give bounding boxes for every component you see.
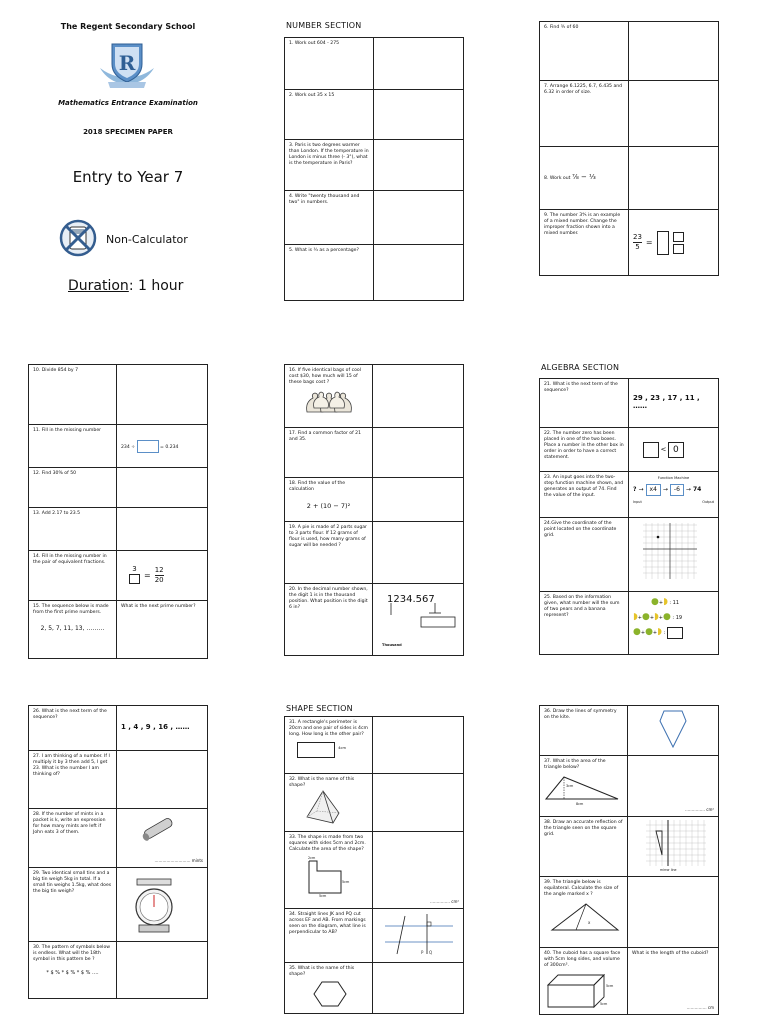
fraction-right-den: 20 xyxy=(154,576,164,584)
fruit-value-1: : 11 xyxy=(669,600,680,606)
q23-input: ? xyxy=(633,486,637,493)
answer-box-35[interactable] xyxy=(373,963,464,1014)
rectangle-shape xyxy=(297,742,346,758)
question-15 xyxy=(29,601,117,659)
prime-sequence: 2, 5, 7, 11, 13, ……… xyxy=(40,625,105,632)
symbol-pattern: * $ % * $ % * $ % …. xyxy=(46,970,99,976)
answer-box-12[interactable] xyxy=(117,468,208,508)
whole-box[interactable] xyxy=(657,231,669,255)
question-17: 17. Find a common factor of 21 and 35. xyxy=(285,428,373,478)
answer-box-33 xyxy=(373,832,464,909)
q40-answer-line[interactable]: …………… cm xyxy=(686,1005,714,1010)
equals-sign: = xyxy=(645,237,653,247)
answer-box-2[interactable] xyxy=(374,90,464,140)
rectangle-side-label: 4cm xyxy=(338,746,346,750)
question-26: 26. What is the next term of the sequence? xyxy=(29,706,117,751)
paper-title: 2018 SPECIMEN PAPER xyxy=(83,128,173,136)
question-37 xyxy=(540,756,628,817)
question-19: 19. A pie is made of 2 parts sugar to 3 parts flour. If 12 grams of flour is used, how many grams of sugar will be needed ? xyxy=(285,522,373,584)
fraction-numerator: 23 xyxy=(633,233,642,241)
svg-text:Q: Q xyxy=(429,950,433,955)
answer-box-34 xyxy=(373,909,464,963)
function-machine xyxy=(633,484,714,496)
question-15-text: 15. The sequence below is made from the first prime numbers. xyxy=(33,604,109,615)
fraction-left xyxy=(129,565,140,587)
banana-icon: ◗ xyxy=(657,627,662,637)
shape-table-2 xyxy=(539,705,719,1015)
input-label: Input xyxy=(633,500,642,504)
arrow-icon: → xyxy=(662,486,668,493)
answer-box-18[interactable] xyxy=(373,478,464,522)
fraction-right-num: 12 xyxy=(154,566,164,574)
svg-text:x: x xyxy=(588,920,591,925)
answer-box-13[interactable] xyxy=(117,508,208,551)
algebra-section-title: ALGEBRA SECTION xyxy=(541,363,620,372)
question-40 xyxy=(540,948,628,1015)
number-table-4 xyxy=(284,364,464,656)
question-13: 13. Add 2.17 to 23.5 xyxy=(29,508,117,551)
school-logo xyxy=(96,38,158,90)
exam-title: Mathematics Entrance Examination xyxy=(58,99,198,107)
question-33 xyxy=(285,832,373,909)
fruit-row-3: ●+●+◗ : xyxy=(633,625,714,640)
place-value-pointers xyxy=(383,603,463,629)
missing-denominator-box[interactable] xyxy=(129,574,140,584)
mirror-line-label: mirror line xyxy=(660,868,677,872)
number-table-3 xyxy=(28,364,208,659)
triangle-drawing xyxy=(544,773,624,803)
question-1: 1. Work out 604 - 275 xyxy=(285,38,374,90)
question-40-ask: What is the length of the cuboid? xyxy=(632,951,709,956)
answer-box-36[interactable] xyxy=(628,706,719,756)
number-table-1 xyxy=(284,37,464,301)
reflection-grid xyxy=(646,820,706,872)
answer-box-1[interactable] xyxy=(374,38,464,90)
dim-5cm-side: 5cm xyxy=(342,880,350,884)
answer-box-10[interactable] xyxy=(117,365,208,425)
question-16 xyxy=(285,365,373,428)
question-33-text: 33. The shape is made from two squares with sides 5cm and 2cm. Calculate the area of the shape? xyxy=(289,835,366,852)
answer-box-14 xyxy=(117,551,208,601)
answer-box-6[interactable] xyxy=(629,22,719,81)
question-3: 3. Paris is two degrees warmer than London. If the temperature in London is minus three (- 3°), what is the temperature in Paris? xyxy=(285,140,374,191)
question-10: 10. Divide 854 by 7 xyxy=(29,365,117,425)
question-39 xyxy=(540,877,628,948)
answer-box-32[interactable] xyxy=(373,774,464,832)
q28-answer-line[interactable]: ……………………… mints xyxy=(154,858,203,863)
answer-box-40 xyxy=(628,948,719,1015)
question-6: 6. Find ⅗ of 60 xyxy=(540,22,629,81)
fruit-equations xyxy=(633,595,714,640)
pear-icon: ● xyxy=(651,597,659,607)
triangle-area-diagram xyxy=(544,773,624,807)
answer-box-22 xyxy=(629,428,719,472)
triangle-height: 3cm xyxy=(566,784,574,788)
fraction-right xyxy=(155,566,164,585)
pyramid-shape xyxy=(303,789,343,825)
composite-shape xyxy=(297,855,357,897)
answer-box-3[interactable] xyxy=(374,140,464,191)
banana-icon: ◗ xyxy=(633,612,638,622)
answer-box-26 xyxy=(117,706,208,751)
answer-box-16[interactable] xyxy=(373,365,464,428)
equivalent-fractions xyxy=(129,565,203,587)
answer-box-21 xyxy=(629,379,719,428)
output-label: Output xyxy=(702,500,714,504)
question-15-ask: What is the next prime number? xyxy=(121,604,196,609)
question-18-text: 18. Find the value of the calculation xyxy=(289,481,346,492)
q21-sequence: 29 , 23 , 17 , 11 , …… xyxy=(633,394,700,410)
question-28: 28. If the number of mints in a packet is k, write an expression for how many mints are left if John eats 3 of them. xyxy=(29,809,117,868)
logo-letter: R xyxy=(118,51,136,75)
algebra-table-2 xyxy=(28,705,208,999)
q37-answer-line[interactable]: …………… cm² xyxy=(685,807,714,812)
question-29: 29. Two identical small tins and a big tin weigh 5kg in total. If a small tin weighs 1.5kg, what does the big tin weigh? xyxy=(29,868,117,942)
equilateral-triangle xyxy=(548,902,622,934)
answer-box-4[interactable] xyxy=(374,191,464,245)
kite-shape xyxy=(658,709,688,749)
number-section-title: NUMBER SECTION xyxy=(286,21,362,30)
pear-icon: ● xyxy=(641,612,650,622)
question-16-text: 16. If five identical bags of cool cost $30, how much will 15 of these bags cost ? xyxy=(289,368,361,385)
question-8 xyxy=(540,147,629,210)
function-machine-labels xyxy=(633,499,714,505)
answer-box-15 xyxy=(117,601,208,659)
q22-sign: < xyxy=(660,445,667,453)
answer-box-5[interactable] xyxy=(374,245,464,301)
question-20: 20. In the decimal number shown, the digit 1 is in the thousand position. What position is the digit 6 in? xyxy=(285,584,373,656)
answer-box-25 xyxy=(629,592,719,655)
fraction-denominator: 5 xyxy=(633,242,642,252)
answer-box-37 xyxy=(628,756,719,817)
pear-icon: ● xyxy=(633,627,641,637)
q22-empty-box[interactable] xyxy=(643,442,659,458)
q11-right: = 0.234 xyxy=(160,444,179,450)
school-name: The Regent Secondary School xyxy=(60,22,196,31)
question-9: 9. The number 3⅘ is an example of a mixed number. Change the improper fraction shown into a mixed number. xyxy=(540,210,629,276)
question-35-text: 35. What is the name of this shape? xyxy=(289,966,355,977)
improper-fraction xyxy=(633,233,642,252)
pear-icon: ● xyxy=(662,612,671,622)
coal-bags-image xyxy=(303,388,363,414)
question-39-text: 39. The triangle below is equilateral. Calculate the size of the angle marked x ? xyxy=(544,880,619,897)
grid-point xyxy=(657,536,660,539)
question-4: 4. Write "twenty thousand and two" in numbers. xyxy=(285,191,374,245)
cuboid-dim-2: 5cm xyxy=(600,1002,608,1006)
cuboid-diagram xyxy=(544,971,624,1011)
q23-op2: -6 xyxy=(670,484,684,496)
question-7: 7. Arrange 6.1225, 6.7, 6.435 and 6.32 in order of size. xyxy=(540,81,629,147)
answer-box-20 xyxy=(373,584,464,656)
answer-box-30[interactable] xyxy=(117,942,208,999)
numerator-box[interactable] xyxy=(673,232,684,242)
weighing-scale-image xyxy=(131,875,177,935)
question-18 xyxy=(285,478,373,522)
thousand-label: Thousand xyxy=(382,643,402,647)
lines-diagram xyxy=(383,912,455,956)
fraction-boxes xyxy=(673,232,684,254)
dim-5cm-base: 5cm xyxy=(319,894,327,898)
shape-table xyxy=(284,716,464,1014)
dim-2cm: 2cm xyxy=(308,856,316,860)
question-12: 12. Find 30% of 50 xyxy=(29,468,117,508)
denominator-box[interactable] xyxy=(673,244,684,254)
entry-title: Entry to Year 7 xyxy=(72,168,184,186)
question-38: 38. Draw an accurate reflection of the triangle seen on the square grid. xyxy=(540,817,628,877)
fruit-value-2: : 19 xyxy=(672,615,683,621)
answer-box-9[interactable] xyxy=(629,210,719,276)
question-37-text: 37. What is the area of the triangle below? xyxy=(544,759,606,770)
question-25: 25. Based on the information given, what number will the sum of two pears and a banana represent? xyxy=(540,592,629,655)
q22-zero-box: 0 xyxy=(668,442,684,458)
answer-box-19[interactable] xyxy=(373,522,464,584)
question-40-text: 40. The cuboid has a square face with 5cm long sides, and volume of 300cm³. xyxy=(544,951,621,968)
answer-box-28 xyxy=(117,809,208,868)
triangle-base: 8cm xyxy=(576,802,584,806)
question-31 xyxy=(285,717,373,774)
q11-missing-box[interactable] xyxy=(137,440,159,453)
question-5: 5. What is ¾ as a percentage? xyxy=(285,245,374,301)
fruit-value-3: : xyxy=(663,630,666,636)
question-11: 11. Fill in the missing number xyxy=(29,425,117,468)
answer-box-27[interactable] xyxy=(117,751,208,809)
question-21: 21. What is the next term of the sequence? xyxy=(540,379,629,428)
question-24: 24.Give the coordinate of the point located on the coordinate grid. xyxy=(540,518,629,592)
no-calculator-icon xyxy=(58,218,98,258)
question-22: 22. The number zero has been placed in one of the two boxes. Place a number in the other box in order in order to have a correct statement. xyxy=(540,428,629,472)
arrow-icon: → xyxy=(638,486,644,493)
answer-box-17[interactable] xyxy=(373,428,464,478)
decimal-number: 1234.567 xyxy=(387,594,435,605)
answer-box-23 xyxy=(629,472,719,518)
equals-sign: = xyxy=(144,570,151,580)
q26-sequence: 1 , 4 , 9 , 16 , …… xyxy=(121,723,190,731)
answer-box-39[interactable] xyxy=(628,877,719,948)
question-34: 34. Straight lines JK and PQ cut across EF and AB. From markings seen on the diagram, what line is perpendicular to AB? xyxy=(285,909,373,963)
mixed-number-task xyxy=(633,231,714,255)
question-8-expression: ⅞ − ⅓ xyxy=(571,173,596,181)
duration-value: : 1 hour xyxy=(128,278,184,294)
pear-icon: ● xyxy=(645,627,653,637)
question-36: 36. Draw the lines of symmetry on the kite. xyxy=(540,706,628,756)
question-30 xyxy=(29,942,117,999)
function-machine-title: Function Machine xyxy=(657,476,690,480)
question-31-text: 31. A rectangle's perimeter is 20cm and one pair of sides is 4cm long. How long is the other pair? xyxy=(289,720,368,737)
reflection-grid-drawing xyxy=(646,820,706,866)
number-table-2 xyxy=(539,21,719,276)
answer-box-31[interactable] xyxy=(373,717,464,774)
calculator-label: Non-Calculator xyxy=(106,233,188,246)
answer-box-7[interactable] xyxy=(629,81,719,147)
question-32 xyxy=(285,774,373,832)
duration-label: Duration xyxy=(68,278,129,294)
question-35 xyxy=(285,963,373,1014)
duration xyxy=(68,278,183,294)
fraction-left-num: 3 xyxy=(132,564,137,573)
calculation-expression: 2 + (10 − 7)² xyxy=(306,502,351,510)
q11-left: 234 ÷ xyxy=(121,444,136,450)
answer-box-38[interactable] xyxy=(628,817,719,877)
question-23: 23. An input goes into the two-step function machine shown, and generates an output of 74. Find the value of the input. xyxy=(540,472,629,518)
question-8-text: 8. Work out xyxy=(544,176,571,181)
banana-icon: ◗ xyxy=(654,612,659,622)
question-2: 2. Work out 35 x 15 xyxy=(285,90,374,140)
coordinate-grid xyxy=(641,521,699,581)
answer-box-11 xyxy=(117,425,208,468)
question-27: 27. I am thinking of a number. If I multiply it by 3 then add 5, I get 23. What is the number I am thinking of? xyxy=(29,751,117,809)
q33-answer-line[interactable]: …………… cm² xyxy=(430,899,459,904)
composite-shape-drawing xyxy=(297,855,357,895)
q23-op1: x4 xyxy=(646,484,661,496)
q23-output: 74 xyxy=(692,486,702,493)
answer-box-8[interactable] xyxy=(629,147,719,210)
question-32-text: 32. What is the name of this shape? xyxy=(289,777,355,788)
question-30-text: 30. The pattern of symbols below is endless. What will the 18th symbol in this pattern be ? xyxy=(33,945,111,962)
answer-box-29 xyxy=(117,868,208,942)
shape-section-title: SHAPE SECTION xyxy=(286,704,353,713)
fruit-row-1: ●+◗ : 11 xyxy=(651,597,680,607)
q25-answer-box[interactable] xyxy=(667,627,683,639)
svg-text:P: P xyxy=(421,950,424,955)
cuboid-dim-1: 5cm xyxy=(606,984,614,988)
question-14: 14. Fill in the missing number in the pair of equivalent fractions. xyxy=(29,551,117,601)
arrow-icon: → xyxy=(685,486,691,493)
answer-box-24 xyxy=(629,518,719,592)
fruit-row-2: ◗+●+◗+● : 19 xyxy=(633,612,683,622)
banana-icon: ◗ xyxy=(663,597,668,607)
mints-packet-image xyxy=(137,812,177,846)
algebra-table xyxy=(539,378,719,655)
hexagon-shape xyxy=(313,981,347,1007)
